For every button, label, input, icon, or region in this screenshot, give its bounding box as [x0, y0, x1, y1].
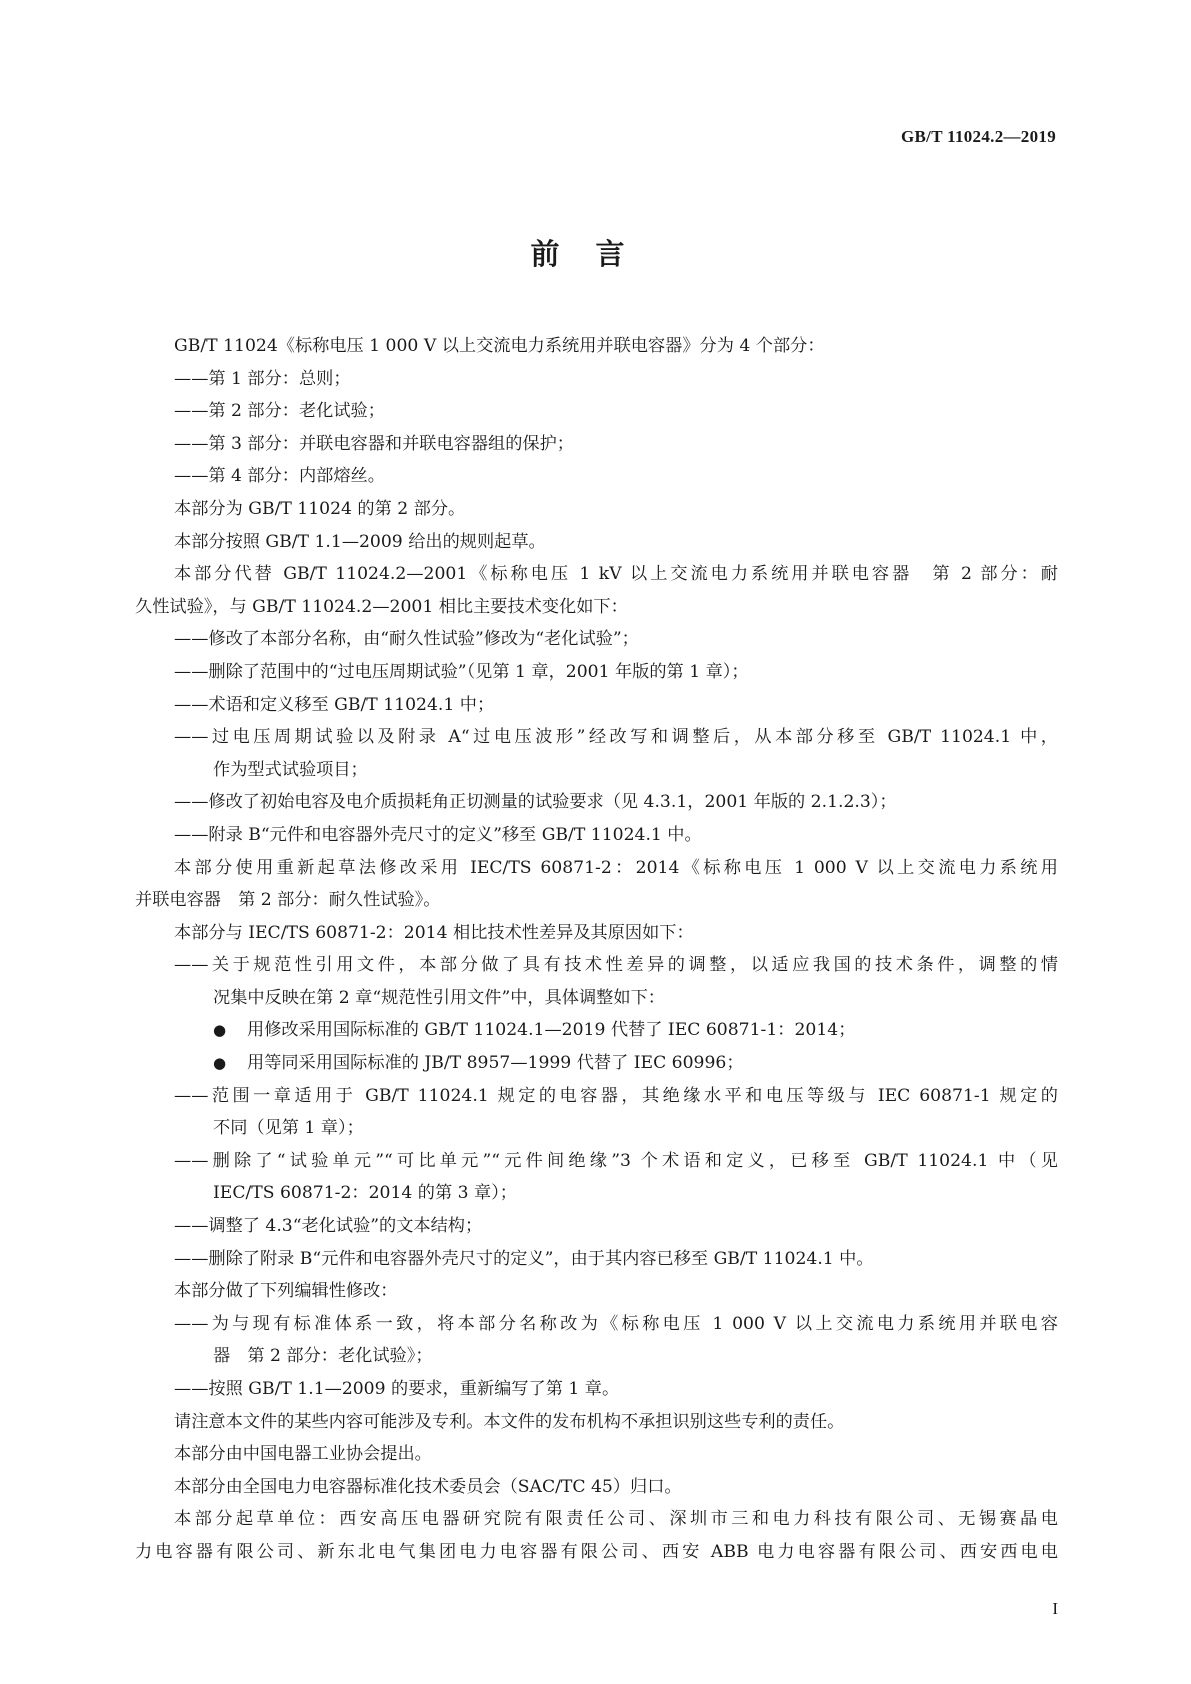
- list-item: ——第 4 部分：内部熔丝。: [174, 466, 385, 487]
- standard-code-header: GB/T 11024.2—2019: [901, 127, 1056, 146]
- list-item-continuation: 不同（见第 1 章）；: [213, 1118, 364, 1139]
- list-item: ——过电压周期试验以及附录 A“过电压波形”经改写和调整后，从本部分移至 GB/T 11024.1 中，: [174, 727, 1058, 748]
- list-item-continuation: IEC/TS 60871-2：2014 的第 3 章）；: [213, 1183, 517, 1204]
- paragraph-line: 久性试验》，与 GB/T 11024.2—2001 相比主要技术变化如下：: [135, 596, 628, 617]
- list-item: ——范围一章适用于 GB/T 11024.1 规定的电容器，其绝缘水平和电压等级与 IEC 60871-1 规定的: [174, 1085, 1058, 1106]
- list-item: ——第 2 部分：老化试验；: [174, 401, 385, 422]
- bullet-icon: ●: [213, 1054, 227, 1073]
- page-title: 前言: [530, 237, 661, 271]
- paragraph-line: 本部分做了下列编辑性修改：: [174, 1281, 398, 1302]
- list-item: ——按照 GB/T 1.1—2009 的要求，重新编写了第 1 章。: [174, 1379, 620, 1399]
- paragraph-line: 本部分起草单位：西安高压电器研究院有限责任公司、深圳市三和电力科技有限公司、无锡赛晶电: [174, 1509, 1058, 1530]
- paragraph-line: 本部分由全国电力电容器标准化技术委员会（SAC/TC 45）归口。: [174, 1476, 682, 1497]
- list-item: ——术语和定义移至 GB/T 11024.1 中；: [174, 694, 495, 715]
- list-item: ——关于规范性引用文件，本部分做了具有技术性差异的调整，以适应我国的技术条件，调整的情: [174, 955, 1058, 976]
- list-item: ——为与现有标准体系一致，将本部分名称改为《标称电压 1 000 V 以上交流电力系统用并联电容: [174, 1313, 1058, 1334]
- bullet-text: 用等同采用国际标准的 JB/T 8957—1999 代替了 IEC 60996；: [247, 1053, 744, 1074]
- paragraph-line: 本部分代替 GB/T 11024.2—2001《标称电压 1 kV 以上交流电力系统用并联电容器 第 2 部分：耐: [174, 564, 1058, 585]
- list-item: ——第 1 部分：总则；: [174, 368, 351, 389]
- foreword-body: [135, 330, 1058, 1569]
- list-item: ——第 3 部分：并联电容器和并联电容器组的保护；: [174, 433, 574, 454]
- list-item: ——删除了附录 B“元件和电容器外壳尺寸的定义”，由于其内容已移至 GB/T 11024.1 中。: [174, 1248, 874, 1269]
- list-item: ——修改了初始电容及电介质损耗角正切测量的试验要求（见 4.3.1，2001 年版的 2.1.2.3）；: [174, 792, 897, 813]
- list-item: ——删除了“试验单元”“可比单元”“元件间绝缘”3 个术语和定义，已移至 GB/T 11024.1 中（见: [174, 1150, 1058, 1171]
- bullet-icon: ●: [213, 1021, 227, 1040]
- paragraph-line: 请注意本文件的某些内容可能涉及专利。本文件的发布机构不承担识别这些专利的责任。: [174, 1411, 845, 1432]
- paragraph-line: GB/T 11024《标称电压 1 000 V 以上交流电力系统用并联电容器》分为 4 个部分：: [174, 336, 825, 356]
- bullet-item: [135, 1014, 1058, 1047]
- paragraph-line: 本部分使用重新起草法修改采用 IEC/TS 60871-2：2014《标称电压 1 000 V 以上交流电力系统用: [174, 857, 1058, 878]
- list-item-continuation: 器 第 2 部分：老化试验》；: [213, 1346, 433, 1367]
- paragraph-line: 力电容器有限公司、新东北电气集团电力电容器有限公司、西安 ABB 电力电容器有限公司、西安西电电: [135, 1541, 1058, 1562]
- paragraph-line: 本部分由中国电器工业协会提出。: [174, 1444, 432, 1465]
- paragraph-line: 并联电容器 第 2 部分：耐久性试验》。: [135, 890, 441, 911]
- list-item-continuation: 作为型式试验项目；: [213, 759, 368, 780]
- bullet-item: [135, 1047, 1058, 1080]
- list-item-continuation: 况集中反映在第 2 章“规范性引用文件”中，具体调整如下：: [213, 987, 665, 1008]
- bullet-text: 用修改采用国际标准的 GB/T 11024.1—2019 代替了 IEC 60871-1：2014；: [247, 1020, 856, 1041]
- list-item: ——附录 B“元件和电容器外壳尺寸的定义”移至 GB/T 11024.1 中。: [174, 824, 702, 845]
- list-item: ——调整了 4.3“老化试验”的文本结构；: [174, 1216, 483, 1237]
- page-number: I: [1052, 1599, 1058, 1618]
- list-item: ——修改了本部分名称，由“耐久性试验”修改为“老化试验”；: [174, 629, 639, 650]
- paragraph-line: 本部分按照 GB/T 1.1—2009 给出的规则起草。: [174, 531, 546, 552]
- paragraph-line: 本部分与 IEC/TS 60871-2：2014 相比技术性差异及其原因如下：: [174, 922, 694, 943]
- list-item: ——删除了范围中的“过电压周期试验”（见第 1 章，2001 年版的第 1 章）；: [174, 661, 749, 682]
- paragraph-line: 本部分为 GB/T 11024 的第 2 部分。: [174, 498, 466, 519]
